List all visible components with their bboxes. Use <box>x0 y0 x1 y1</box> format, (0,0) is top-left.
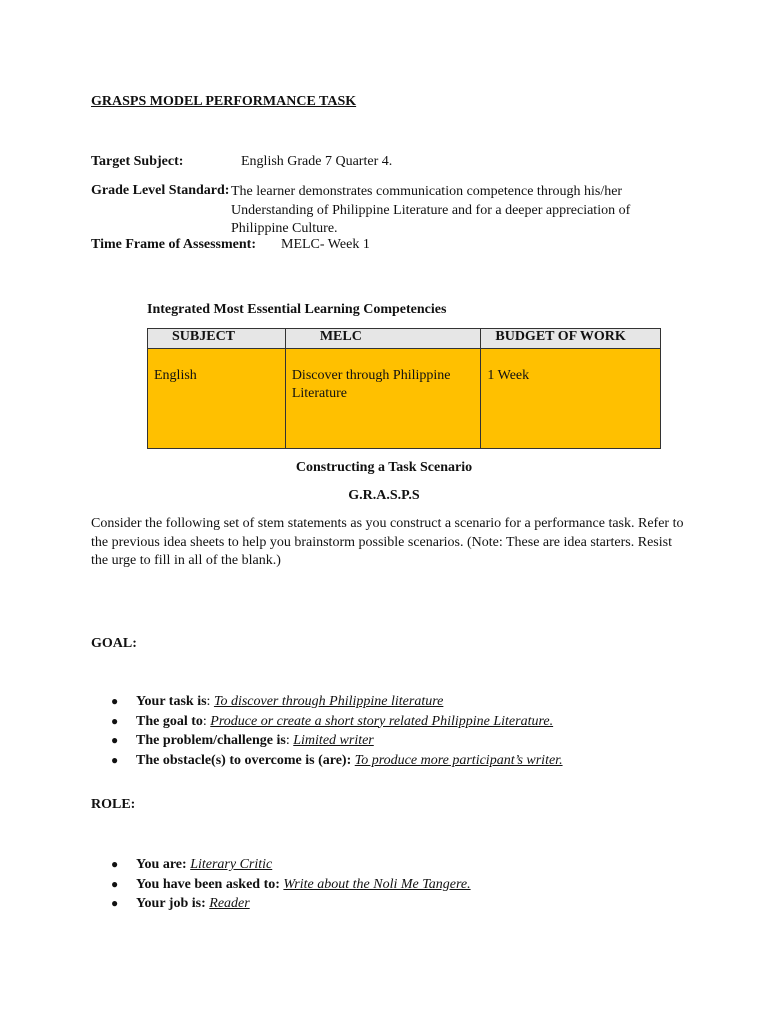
item-separator: : <box>285 733 294 748</box>
target-subject-label: Target Subject: <box>91 154 184 169</box>
list-item <box>111 894 471 914</box>
target-subject-value: English Grade 7 Quarter 4. <box>241 154 393 169</box>
bullet-icon: ● <box>111 857 119 871</box>
column-header-melc: MELC <box>285 329 481 349</box>
intro-paragraph: Consider the following set of stem statements as you construct a scenario for a performance task. Refer to the previous idea sheets to help you brainstorm possible scenarios. (Note: These are idea starters. Resist the urge to fill in all of the blank.) <box>91 516 684 568</box>
item-label: Your job is: <box>136 896 206 911</box>
standard-line: Understanding of Philippine Literature and for a deeper appreciation of <box>231 202 631 218</box>
table-heading: Integrated Most Essential Learning Competencies <box>147 302 447 317</box>
item-answer: Write about the Noli Me Tangere. <box>283 876 471 892</box>
document-title: GRASPS MODEL PERFORMANCE TASK <box>91 94 357 109</box>
item-label: Your task is <box>136 694 207 709</box>
bullet-icon: ● <box>111 733 119 747</box>
list-item <box>111 712 563 732</box>
list-item <box>111 875 471 895</box>
list-item <box>111 855 471 875</box>
bullet-icon: ● <box>111 876 119 891</box>
goal-heading: GOAL: <box>91 636 137 651</box>
bullet-icon: ● <box>111 752 119 767</box>
role-list <box>111 855 471 914</box>
time-frame-label: Time Frame of Assessment: <box>91 237 256 252</box>
list-item <box>111 731 563 751</box>
column-header-subject: SUBJECT <box>148 329 286 349</box>
scenario-heading: Constructing a Task Scenario <box>295 460 473 475</box>
item-answer: Limited writer <box>293 733 374 748</box>
table-row <box>148 349 661 449</box>
competencies-table <box>147 328 661 449</box>
item-answer: To discover through Philippine literature <box>213 694 444 709</box>
item-answer: To produce more participant’s writer. <box>354 752 563 768</box>
item-answer: Reader <box>209 896 250 911</box>
item-separator: : <box>206 694 214 709</box>
item-answer: Literary Critic <box>190 857 273 872</box>
bullet-icon: ● <box>111 896 119 910</box>
list-item <box>111 692 563 712</box>
cell-melc: Discover through Philippine Literature <box>285 349 481 449</box>
item-label: You are: <box>136 857 187 872</box>
grade-level-standard-label: Grade Level Standard: <box>91 183 230 198</box>
goal-list <box>111 692 563 770</box>
item-label: You have been asked to: <box>136 876 280 892</box>
grade-level-standard-text <box>231 183 630 239</box>
scenario-subheading: G.R.A.S.P.S <box>348 488 420 503</box>
column-header-budget: BUDGET OF WORK <box>481 329 661 349</box>
item-label: The obstacle(s) to overcome is (are): <box>136 752 352 768</box>
cell-budget: 1 Week <box>481 349 661 449</box>
list-item <box>111 751 563 771</box>
bullet-icon: ● <box>111 713 119 728</box>
item-label: The problem/challenge is <box>136 733 286 748</box>
item-label: The goal to <box>136 713 203 729</box>
standard-line: Philippine Culture. <box>231 221 338 236</box>
standard-line: The learner demonstrates communication competence through his/her <box>231 184 623 199</box>
table-header-row <box>148 329 661 349</box>
bullet-icon: ● <box>111 694 119 708</box>
cell-subject: English <box>148 349 286 449</box>
item-separator: : <box>202 713 211 729</box>
item-answer: Produce or create a short story related Philippine Literature. <box>210 713 554 729</box>
role-heading: ROLE: <box>91 797 136 812</box>
time-frame-value: MELC- Week 1 <box>281 237 370 252</box>
